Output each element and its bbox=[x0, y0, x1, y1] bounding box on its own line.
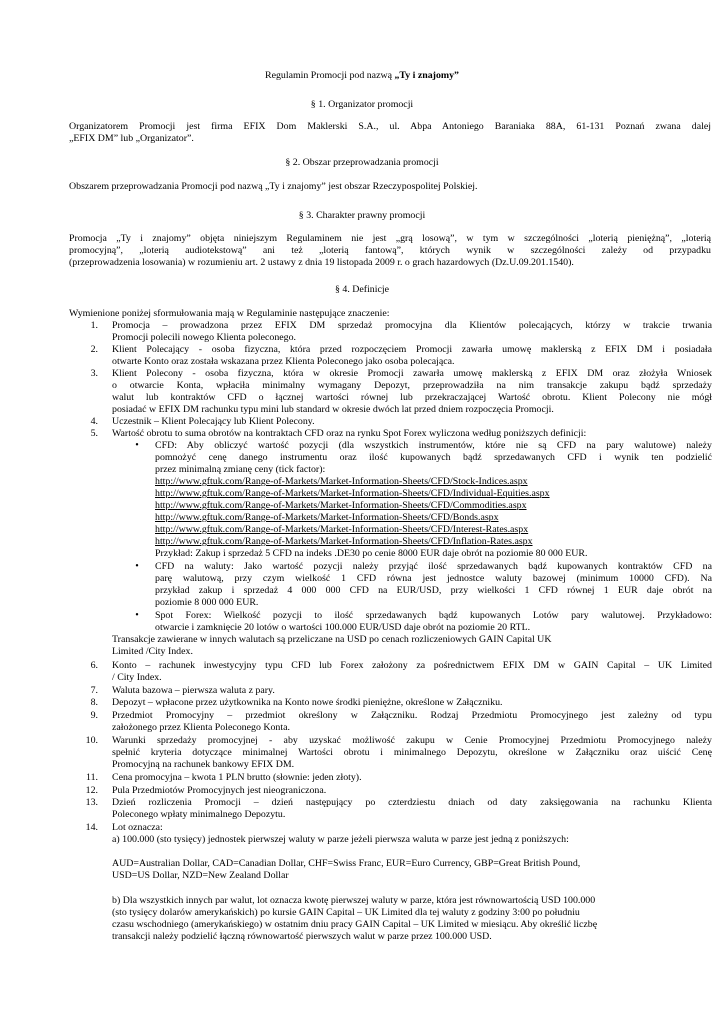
section-2-line: Obszarem przeprowadzania Promocji pod nazwą „Ty i znajomy” jest obszar Rzeczypospolitej Polskiej. bbox=[69, 181, 478, 192]
list-item-number: 2. bbox=[90, 344, 98, 355]
other-currencies-line: Transakcje zawierane w innych walutach są przeliczane na USD po cenach rozliczeniowych GAIN Capital UK bbox=[112, 634, 552, 645]
section-3-line: Promocja „Ty i znajomy” objęta niniejszym Regulaminem nie jest „grą losową”, w tym w szczególności „loterią pieniężną”, „loterią bbox=[69, 233, 711, 244]
list-item-number: 6. bbox=[90, 660, 98, 671]
cfd-line: CFD: Aby obliczyć wartość pozycji (dla wszystkich instrumentów, które nie są CFD na pary walutowe) należy bbox=[155, 440, 712, 451]
list-item-line: Uczestnik – Klient Polecający lub Klient Polecony. bbox=[112, 416, 315, 427]
list-item-line: o otwarcie Konta, wpłaciła minimalny wymagany Depozyt, przeprowadziła na nim transakcje zakupu bądź sprzedaży bbox=[112, 380, 712, 391]
spot-line: otwarcie i zamknięcie 20 lotów o wartości 100.000 EUR/USD daje obrót na poziomie 20 RTL. bbox=[155, 622, 531, 633]
link-commodities[interactable]: http://www.gftuk.com/Range-of-Markets/Market-Information-Sheets/CFD/Commodities.aspx bbox=[155, 500, 527, 511]
list-item-line: otwarte Konto oraz została wskazana przez Klienta Poleconego jako osoba polecająca. bbox=[112, 356, 455, 367]
fx-line: przykład zakup i sprzedaż 4 000 000 CFD na EUR/USD, przy wielkości 1 CFD równej 1 EUR daje obrót na bbox=[155, 585, 712, 596]
lot-b-line: (sto tysięcy dolarów amerykańskich) po kursie GAIN Capital – UK Limited dla tej waluty z godziny 3:00 po południu bbox=[112, 907, 580, 918]
list-item-number: 10. bbox=[85, 735, 98, 746]
section-1-heading: § 1. Organizator promocji bbox=[310, 99, 414, 110]
document-title bbox=[0, 70, 724, 82]
title-promo-name: „Ty i znajomy” bbox=[394, 70, 459, 81]
link-interest-rates[interactable]: http://www.gftuk.com/Range-of-Markets/Market-Information-Sheets/CFD/Interest-Rates.aspx bbox=[155, 524, 529, 535]
fx-line: poziomie 8 000 000 EUR. bbox=[155, 597, 259, 608]
bullet-icon: • bbox=[135, 440, 139, 451]
list-item-line: / City Index. bbox=[112, 672, 162, 683]
list-item-line: Warunki sprzedaży promocyjnej - aby uzyskać możliwość zakupu w Cenie Promocyjnej Przedmiotu Promocyjnego należy bbox=[112, 735, 712, 746]
currencies-line: AUD=Australian Dollar, CAD=Canadian Dollar, CHF=Swiss Franc, EUR=Euro Currency, GBP=Great British Pound, bbox=[112, 858, 581, 869]
list-item-line: Cena promocyjna – kwota 1 PLN brutto (słownie: jeden złoty). bbox=[112, 772, 362, 783]
list-item-number: 1. bbox=[90, 320, 98, 331]
section-1-line: Organizatorem Promocji jest firma EFIX Dom Maklerski S.A., ul. Abpa Antoniego Baraniaka 88A, 61-131 Poznań zwana dalej bbox=[69, 121, 711, 132]
link-individual-equities[interactable]: http://www.gftuk.com/Range-of-Markets/Market-Information-Sheets/CFD/Individual-Equities.aspx bbox=[155, 488, 550, 499]
list-item-line: Wartość obrotu to suma obrotów na kontraktach CFD oraz na rynku Spot Forex wyliczona według poniższych definicji: bbox=[112, 428, 587, 439]
cfd-example: Przykład: Zakup i sprzedaż 5 CFD na indeks .DE30 po cenie 8000 EUR daje obrót na poziomie 80 000 EUR. bbox=[155, 548, 588, 559]
lot-b-line: czasu wschodniego (amerykańskiego) w ostatnim dniu pracy GAIN Capital – UK Limited w miesiącu. Aby określić liczbę bbox=[112, 919, 598, 930]
list-item-line: walut lub kontraktów CFD o łącznej wartości równej lub przekraczającej Wartość obrotu. Klient Polecony nie mógł bbox=[112, 392, 712, 403]
list-item-number: 8. bbox=[90, 697, 98, 708]
list-item-line: a) 100.000 (sto tysięcy) jednostek pierwszej waluty w parze jeżeli pierwsza waluta w parze jest jedną z poniższych: bbox=[112, 834, 569, 845]
list-item-line: Pula Przedmiotów Promocyjnych jest nieograniczona. bbox=[112, 785, 327, 796]
list-item-number: 7. bbox=[90, 685, 98, 696]
lot-b-line: transakcji należy podzielić łączną równowartość pierwszych walut w parze przez 100.000 USD. bbox=[112, 931, 492, 942]
list-item-line: Poleconego wpłaty minimalnego Depozytu. bbox=[112, 809, 286, 820]
section-3-heading: § 3. Charakter prawny promocji bbox=[298, 210, 426, 221]
section-2-heading: § 2. Obszar przeprowadzania promocji bbox=[285, 157, 439, 168]
link-inflation-rates[interactable]: http://www.gftuk.com/Range-of-Markets/Market-Information-Sheets/CFD/Inflation-Rates.aspx bbox=[155, 536, 533, 547]
list-item-line: Przedmiot Promocyjny – przedmiot określony w Załączniku. Rodzaj Przedmiotu Promocyjnego jest zależny od typu bbox=[112, 710, 712, 721]
cfd-line: przez minimalną zmianę ceny (tick factor): bbox=[155, 464, 326, 475]
list-item-line: Promocyjną na rachunek bankowy EFIX DM. bbox=[112, 759, 295, 770]
list-item-line: Depozyt – wpłacone przez użytkownika na Konto nowe środki pieniężne, określone w Załączniku. bbox=[112, 697, 503, 708]
fx-line: parę walutową, przy czym wielkość 1 CFD równa jest jednostce waluty bazowej (minimum 10000 CFD). Na bbox=[155, 573, 712, 584]
list-item-line: Promocji polecili nowego Klienta poleconego. bbox=[112, 332, 297, 343]
section-3-line: promocyjną”, „loterią audiotekstową” ani też „loterią fantową”, których wynik w szczególności zależy od przypadku bbox=[69, 245, 711, 256]
other-currencies-line: Limited /City Index. bbox=[112, 646, 193, 657]
list-item-line: Konto – rachunek inwestycyjny typu CFD lub Forex założony za pośrednictwem EFIX DM w GAIN Capital – UK Limited bbox=[112, 660, 712, 671]
section-1-line: „EFIX DM” lub „Organizator”. bbox=[69, 133, 194, 144]
link-bonds[interactable]: http://www.gftuk.com/Range-of-Markets/Market-Information-Sheets/CFD/Bonds.aspx bbox=[155, 512, 499, 523]
list-item-line: Klient Polecony - osoba fizyczna, która w okresie Promocji zawarła umowę maklerską z EFIX DM oraz złożyła Wniosek bbox=[112, 368, 712, 379]
list-item-number: 14. bbox=[85, 822, 98, 833]
list-item-number: 5. bbox=[90, 428, 98, 439]
list-item-number: 12. bbox=[85, 785, 98, 796]
list-item-number: 13. bbox=[85, 797, 98, 808]
list-item-number: 3. bbox=[90, 368, 98, 379]
list-item-number: 4. bbox=[90, 416, 98, 427]
list-item-line: Promocja – prowadzona przez EFIX DM sprzedaż promocyjna dla Klientów polecających, którzy w trakcie trwania bbox=[112, 320, 712, 331]
section-3-line: (przeprowadzenia losowania) w rozumieniu art. 2 ustawy z dnia 19 listopada 2009 r. o grach hazardowych (Dz.U.09.201.1540). bbox=[69, 257, 574, 268]
spot-line: Spot Forex: Wielkość pozycji to ilość sprzedawanych bądź kupowanych Lotów pary walutowej. Przykładowo: bbox=[155, 610, 712, 621]
bullet-icon: • bbox=[135, 561, 139, 572]
bullet-icon: • bbox=[135, 610, 139, 621]
list-item-line: Dzień rozliczenia Promocji – dzień następujący po czterdziestu dniach od daty zaksięgowania na rachunku Klienta bbox=[112, 797, 712, 808]
currencies-line: USD=US Dollar, NZD=New Zealand Dollar bbox=[112, 870, 289, 881]
list-item-line: założonego przez Klienta Poleconego Konta. bbox=[112, 722, 290, 733]
title-prefix: Regulamin Promocji pod nazwą bbox=[264, 70, 395, 81]
list-item-line: Lot oznacza: bbox=[112, 822, 163, 833]
list-item-number: 11. bbox=[86, 772, 98, 783]
cfd-line: pomnożyć cenę danego instrumentu oraz ilość kupowanych bądź sprzedawanych CFD i wynik ten podzielić bbox=[155, 452, 712, 463]
link-stock-indices[interactable]: http://www.gftuk.com/Range-of-Markets/Market-Information-Sheets/CFD/Stock-Indices.aspx bbox=[155, 476, 528, 487]
fx-line: CFD na waluty: Jako wartość pozycji należy przyjąć ilość sprzedawanych bądź kupowanych kontraktów CFD na bbox=[155, 561, 712, 572]
section-4-heading: § 4. Definicje bbox=[334, 284, 390, 295]
lot-b-line: b) Dla wszystkich innych par walut, lot oznacza kwotę pierwszej waluty w parze, która jest równowartością USD 100.000 bbox=[112, 895, 596, 906]
list-item-line: spełnić kryteria dotyczące minimalnej Wartości obrotu i minimalnego Depozytu, określone w Załączniku oraz uiścić Cenę bbox=[112, 747, 712, 758]
list-item-number: 9. bbox=[90, 710, 98, 721]
definitions-intro: Wymienione poniżej sformułowania mają w Regulaminie następujące znaczenie: bbox=[69, 308, 390, 319]
list-item-line: Waluta bazowa – pierwsza waluta z pary. bbox=[112, 685, 275, 696]
list-item-line: posiadać w EFIX DM rachunku typu mini lub standard w okresie dwóch lat przed dniem rozpoczęcia Promocji. bbox=[112, 404, 554, 415]
list-item-line: Klient Polecający - osoba fizyczna, która przed rozpoczęciem Promocji zawarła umowę maklerską z EFIX DM i posiadała bbox=[112, 344, 712, 355]
